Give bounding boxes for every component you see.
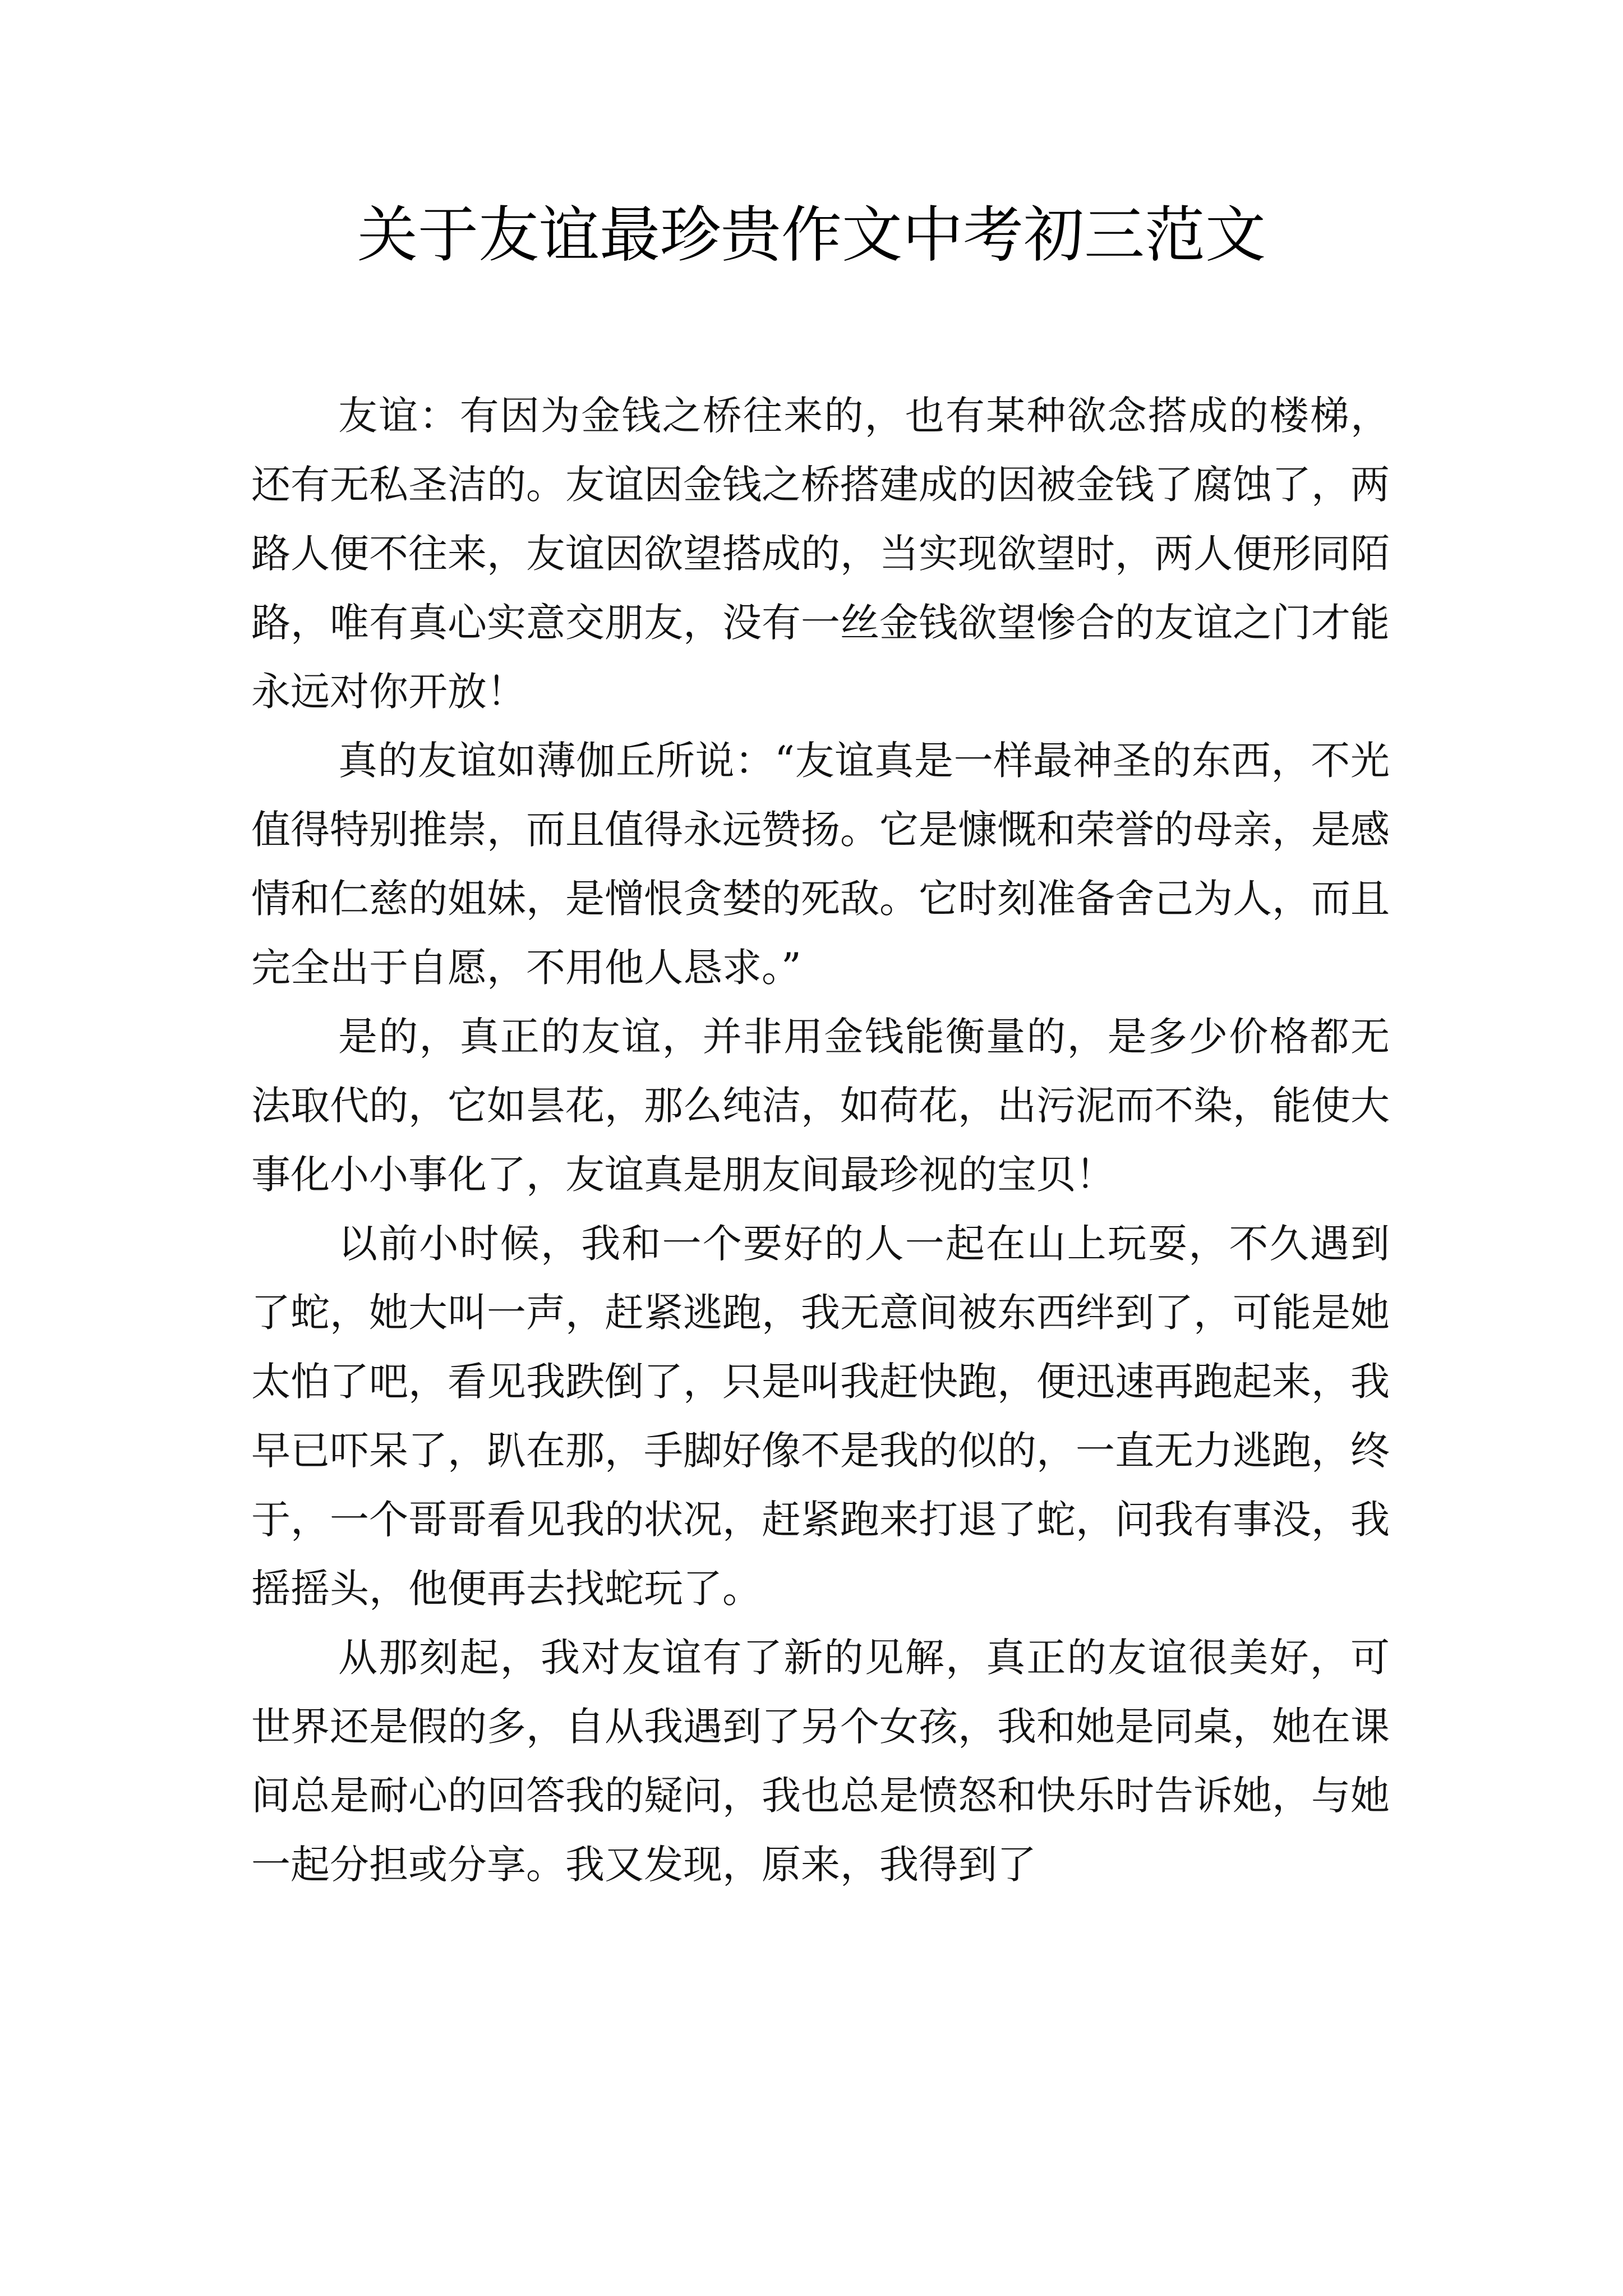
document-title: 关于友谊最珍贵作文中考初三范文 xyxy=(357,200,1266,270)
paragraph: 友谊：有因为金钱之桥往来的，也有某种欲念搭成的楼梯，还有无私圣洁的。友谊因金钱之桥搭建成的因被金钱了腐蚀了，两路人便不往来，友谊因欲望搭成的，当实现欲望时，两人便形同陌路，唯有真心实意交朋友，没有一丝金钱欲望惨合的友谊之门才能永远对你开放！ xyxy=(251,393,1390,715)
paragraph: 以前小时候，我和一个要好的人一起在山上玩耍，不久遇到了蛇，她大叫一声，赶紧逃跑，我无意间被东西绊到了，可能是她太怕了吧，看见我跌倒了，只是叫我赶快跑，便迅速再跑起来，我早已吓呆了，趴在那，手脚好像不是我的似的，一直无力逃跑，终于，一个哥哥看见我的状况，赶紧跑来打退了蛇，问我有事没，我摇摇头，他便再去找蛇玩了。 xyxy=(251,1221,1390,1612)
paragraph: 真的友谊如薄伽丘所说：“友谊真是一样最神圣的东西，不光值得特别推崇，而且值得永远赞扬。它是慷慨和荣誉的母亲，是感情和仁慈的姐妹，是憎恨贪婪的死敌。它时刻准备舍己为人，而且完全出于自愿，不用他人恳求。” xyxy=(251,738,1390,991)
paragraph: 从那刻起，我对友谊有了新的见解，真正的友谊很美好，可世界还是假的多，自从我遇到了另个女孩，我和她是同桌，她在课间总是耐心的回答我的疑问，我也总是愤怒和快乐时告诉她，与她一起分担或分享。我又发现，原来，我得到了 xyxy=(251,1635,1390,1888)
paragraph: 是的，真正的友谊，并非用金钱能衡量的，是多少价格都无法取代的，它如昙花，那么纯洁，如荷花，出污泥而不染，能使大事化小小事化了，友谊真是朋友间最珍视的宝贝！ xyxy=(251,1014,1390,1198)
document-body xyxy=(251,381,1390,1899)
